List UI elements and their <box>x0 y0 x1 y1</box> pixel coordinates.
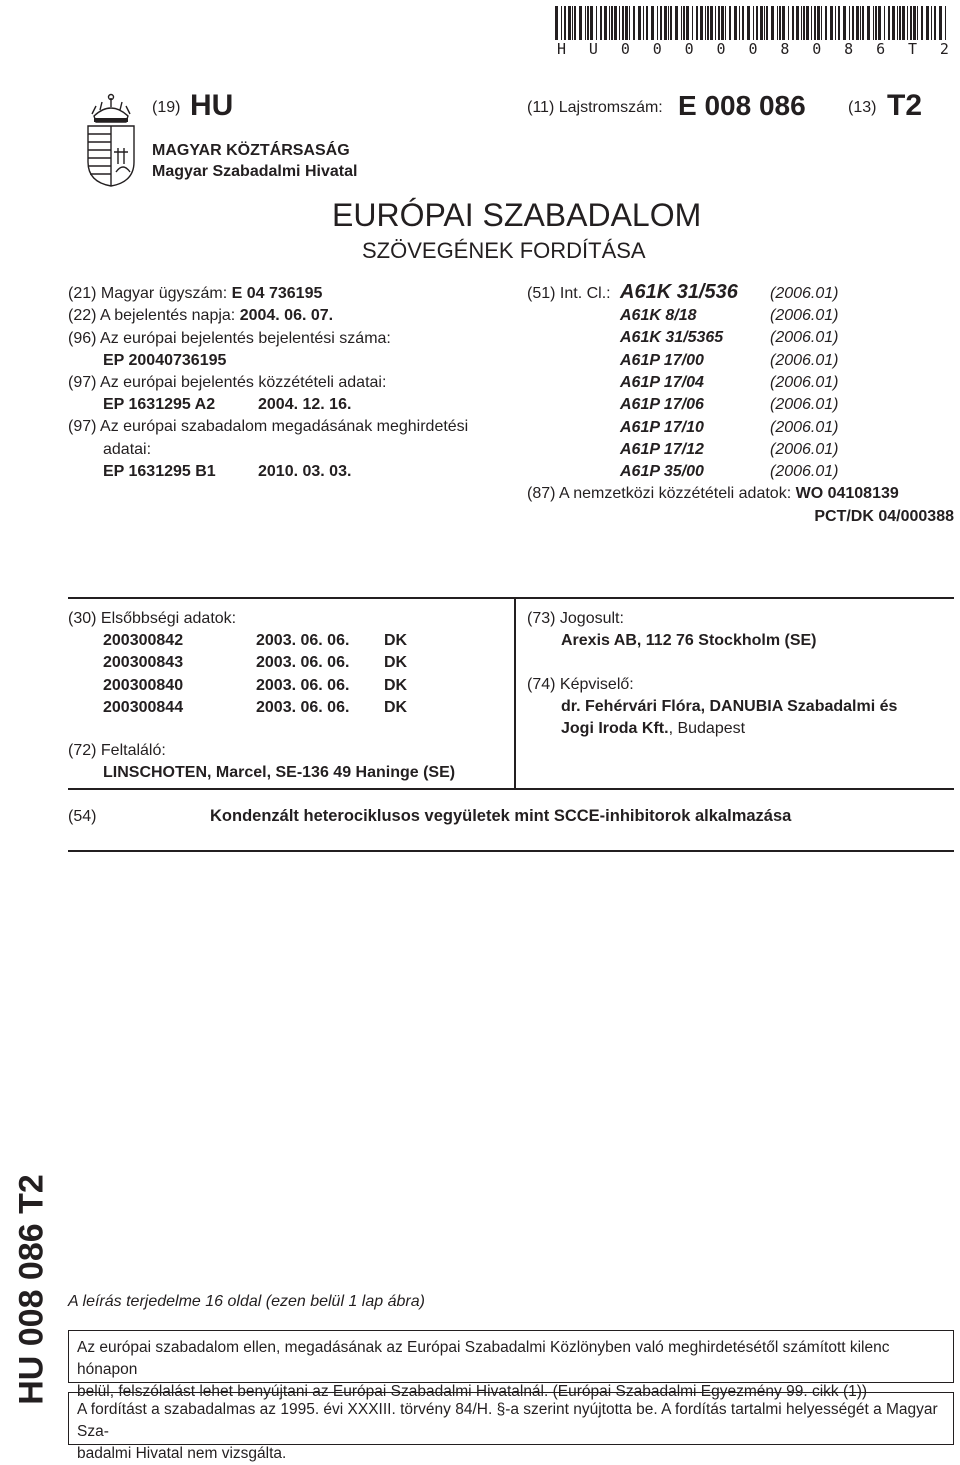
classification-row <box>620 419 839 437</box>
barcode-bar <box>725 6 726 40</box>
priority-number: 200300840 <box>103 676 184 694</box>
barcode-bar <box>705 6 706 40</box>
barcode-bar <box>625 6 628 40</box>
barcode-bar <box>609 6 610 40</box>
barcode-bar <box>742 6 744 40</box>
priority-label: (30) Elsőbbségi adatok: <box>68 610 237 627</box>
classification-first-version: (2006.01) <box>770 285 839 302</box>
translation-notice <box>68 1392 954 1462</box>
classification-code: A61P 17/12 <box>620 440 704 458</box>
barcode-bar <box>657 6 658 40</box>
classification-version: (2006.01) <box>770 307 839 324</box>
classification-first-code: A61K 31/536 <box>620 281 738 303</box>
classification-label: (51) Int. Cl.: <box>527 285 611 302</box>
opposition-notice-line1: Az európai szabadalom ellen, megadásának az Európai Szabadalmi Közlönyben való meghirdetésétől számított kilenc hónapon <box>77 1339 890 1378</box>
barcode-bar <box>590 6 593 40</box>
barcode-bar <box>825 6 827 40</box>
grant-number-b1: EP 1631295 B1 <box>103 463 216 480</box>
barcode-bar <box>739 6 740 40</box>
barcode-bar <box>875 6 877 40</box>
barcode-char: U <box>588 40 598 58</box>
barcode-bar <box>643 6 644 40</box>
barcode-bar <box>734 6 737 40</box>
barcode-bar <box>821 6 822 40</box>
invention-title-code: (54) <box>68 808 97 825</box>
barcode-text <box>557 40 949 58</box>
barcode-bar <box>587 6 589 40</box>
barcode-bar <box>873 6 874 40</box>
classification-row <box>620 374 839 392</box>
divider-bottom <box>68 788 954 790</box>
barcode-bar <box>696 6 698 40</box>
classification-code: A61P 35/00 <box>620 463 704 481</box>
barcode-bar <box>852 6 854 40</box>
barcode-char: 0 <box>684 40 694 58</box>
classification-code: A61P 17/00 <box>620 351 704 369</box>
opposition-notice-line2: belül, felszólalást lehet benyújtani az Európai Szabadalmi Hivatalnál. (Európai Szabadalmi Egyezmény 99. cikk (1)) <box>77 1383 868 1400</box>
barcode-bar <box>579 6 582 40</box>
country-code: HU <box>190 89 234 122</box>
barcode-bar <box>771 6 774 40</box>
barcode-bar <box>668 6 669 40</box>
office-name: Magyar Szabadalmi Hivatal <box>152 163 358 180</box>
barcode-bar <box>747 6 750 40</box>
classification-row <box>620 352 839 370</box>
priority-country: DK <box>384 632 408 649</box>
classification-row <box>620 307 839 325</box>
barcode-char: 0 <box>620 40 630 58</box>
barcode-bar <box>596 6 597 40</box>
barcode-bar <box>892 6 895 40</box>
barcode-bar <box>707 6 709 40</box>
barcode-bar <box>806 6 809 40</box>
barcode-bar <box>664 6 667 40</box>
classification-row <box>620 463 839 481</box>
barcode-bar <box>945 6 946 40</box>
classification-code: A61K 8/18 <box>620 307 697 324</box>
side-document-number: HU 008 086 T2 <box>12 1174 51 1405</box>
priority-number: 200300842 <box>103 632 184 649</box>
description-extent: A leírás terjedelme 16 oldal (ezen belül 1 lap ábra) <box>68 1293 425 1310</box>
barcode-bar <box>660 6 662 40</box>
barcode-bar <box>862 6 864 40</box>
barcode-bar <box>796 6 799 40</box>
divider-top <box>68 597 954 599</box>
opposition-notice <box>68 1330 954 1400</box>
barcode-char: 0 <box>748 40 758 58</box>
barcode-bar <box>760 6 763 40</box>
barcode-bar <box>764 6 765 40</box>
barcode-bar <box>849 6 850 40</box>
barcode-bar <box>867 6 870 40</box>
field-97b-label: (97) Az európai szabadalom megadásának meghirdetési <box>68 418 469 435</box>
barcode-bar <box>835 6 836 40</box>
publication-date-a2: 2004. 12. 16. <box>258 396 352 413</box>
classification-row <box>620 329 839 347</box>
barcode-bar <box>683 6 685 40</box>
barcode-bar <box>756 6 758 40</box>
barcode-bar <box>860 6 861 40</box>
inventor-value: LINSCHOTEN, Marcel, SE-136 49 Haninge (SE) <box>103 764 456 781</box>
barcode-bar <box>718 6 720 40</box>
barcode-bar <box>686 6 689 40</box>
grant-date-b1: 2010. 03. 03. <box>258 463 352 480</box>
barcode-bar <box>604 6 607 40</box>
barcode-bar <box>629 6 630 40</box>
classification-version: (2006.01) <box>770 351 839 369</box>
barcode-bar <box>856 6 859 40</box>
inventor-label: (72) Feltaláló: <box>68 742 166 759</box>
barcode-bar <box>878 6 881 40</box>
classification-code: A61K 31/5365 <box>620 329 724 347</box>
barcode-bar <box>572 6 573 40</box>
proprietor-label: (73) Jogosult: <box>527 610 624 627</box>
barcode-bar <box>670 6 672 40</box>
european-application-number: EP 20040736195 <box>103 352 227 369</box>
classification-version: (2006.01) <box>770 463 839 481</box>
hungarian-coat-of-arms-icon <box>80 92 142 188</box>
field-96-label: (96) Az európai bejelentés bejelentési száma: <box>68 330 391 347</box>
barcode-bar <box>838 6 840 40</box>
priority-country: DK <box>384 676 408 694</box>
pct-number: PCT/DK 04/000388 <box>814 508 954 525</box>
priority-date: 2003. 06. 06. <box>256 632 350 649</box>
classification-version: (2006.01) <box>770 329 839 347</box>
document-subtitle: SZÖVEGÉNEK FORDÍTÁSA <box>362 238 646 263</box>
barcode-char: H <box>557 40 567 58</box>
classification-version: (2006.01) <box>770 418 839 436</box>
barcode-char: 0 <box>716 40 726 58</box>
field-22: (22) A bejelentés napja: 2004. 06. 07. <box>68 307 334 324</box>
republic-name: MAGYAR KÖZTÁRSASÁG <box>152 142 350 159</box>
barcode-bar <box>926 6 929 40</box>
barcode-bar <box>614 6 617 40</box>
barcode-bar <box>931 6 932 40</box>
barcode-bar <box>692 6 693 40</box>
invention-title: Kondenzált heterociklusos vegyületek mint SCCE-inhibitorok alkalmazása <box>210 807 792 825</box>
translation-notice-line1: A fordítást a szabadalmas az 1995. évi XXXIII. törvény 84/H. §-a szerint nyújtotta be. A fordítás tartalmi helyességét a Magyar Sza- <box>77 1401 938 1440</box>
barcode-bar <box>646 6 648 40</box>
document-title: EURÓPAI SZABADALOM <box>332 197 702 233</box>
barcode-bar <box>888 6 890 40</box>
barcode-bar <box>830 6 833 40</box>
priority-row <box>103 699 407 717</box>
barcode-bar <box>568 6 571 40</box>
barcode-bar <box>939 6 942 40</box>
representative-value-cont: Jogi Iroda Kft., Budapest <box>561 720 746 737</box>
barcode-bar <box>921 6 923 40</box>
barcode-bar <box>884 6 885 40</box>
barcode-bar <box>611 6 613 40</box>
classification-code: A61P 17/06 <box>620 396 704 414</box>
barcode-char: 8 <box>844 40 854 58</box>
barcode-bar <box>779 6 781 40</box>
divider-title <box>68 850 954 852</box>
barcode-bar <box>907 6 908 40</box>
divider-vertical <box>514 597 516 788</box>
barcode-bar <box>801 6 802 40</box>
registration-label: (11) Lajstromszám: <box>527 99 663 116</box>
field-19-code: (19) <box>152 99 181 116</box>
barcode-bar <box>564 6 566 40</box>
publication-number-a2: EP 1631295 A2 <box>103 396 216 413</box>
barcode-bar <box>729 6 731 40</box>
barcode-bar <box>788 6 789 40</box>
barcode-bar <box>766 6 768 40</box>
barcode-bar <box>843 6 846 40</box>
barcode-bar <box>710 6 713 40</box>
barcode-bar <box>811 6 812 40</box>
barcode-char: 2 <box>939 40 949 58</box>
priority-date: 2003. 06. 06. <box>256 654 350 672</box>
barcode-bar <box>651 6 654 40</box>
classification-row <box>620 396 839 414</box>
barcode-bar <box>917 6 918 40</box>
barcode-bar <box>700 6 703 40</box>
barcode-bar <box>622 6 624 40</box>
representative-label: (74) Képviselő: <box>527 676 634 693</box>
field-21: (21) Magyar ügyszám: E 04 736195 <box>68 285 323 302</box>
barcode-bar <box>585 6 586 40</box>
barcode-bar <box>675 6 678 40</box>
barcode-bar <box>902 6 905 40</box>
barcode-bar <box>910 6 912 40</box>
field-97a-label: (97) Az európai bejelentés közzétételi adatai: <box>68 374 387 391</box>
barcode-image <box>555 6 950 40</box>
classification-row <box>620 441 839 459</box>
field-97b-label-cont: adatai: <box>103 441 152 458</box>
registration-number: E 008 086 <box>678 90 806 121</box>
classification-version: (2006.01) <box>770 396 839 414</box>
barcode-bar <box>561 6 562 40</box>
barcode-bar <box>934 6 936 40</box>
classification-version: (2006.01) <box>770 373 839 391</box>
translation-notice-line2: badalmi Hivatal nem vizsgálta. <box>77 1445 287 1462</box>
priority-date: 2003. 06. 06. <box>256 698 350 716</box>
barcode-bar <box>600 6 602 40</box>
barcode-bar <box>633 6 635 40</box>
representative-value: dr. Fehérvári Flóra, DANUBIA Szabadalmi és <box>561 698 898 715</box>
filing-date: 2004. 06. 07. <box>239 307 334 324</box>
barcode-bar <box>899 6 901 40</box>
priority-country: DK <box>384 698 408 716</box>
barcode-bar <box>721 6 724 40</box>
barcode-bar <box>638 6 641 40</box>
classification-code: A61P 17/04 <box>620 373 704 391</box>
barcode-bar <box>913 6 916 40</box>
barcode-char: 0 <box>652 40 662 58</box>
priority-number: 200300843 <box>103 654 184 672</box>
barcode-char: 8 <box>780 40 790 58</box>
field-13-code: (13) <box>848 99 877 116</box>
barcode-char: 6 <box>876 40 886 58</box>
wo-number: WO 04108139 <box>795 485 899 502</box>
classification-code: A61P 17/10 <box>620 418 704 436</box>
case-number: E 04 736195 <box>231 285 323 302</box>
barcode-bar <box>777 6 778 40</box>
barcode-bar <box>782 6 785 40</box>
priority-date: 2003. 06. 06. <box>256 676 350 694</box>
barcode-bar <box>619 6 620 40</box>
classification-version: (2006.01) <box>770 440 839 458</box>
barcode-char: T <box>907 40 917 58</box>
barcode-bar <box>574 6 576 40</box>
barcode-bar <box>555 6 558 40</box>
barcode-bar <box>817 6 820 40</box>
field-87: (87) A nemzetközi közzétételi adatok: WO 04108139 <box>527 485 899 502</box>
barcode-bar <box>753 6 754 40</box>
proprietor-value: Arexis AB, 112 76 Stockholm (SE) <box>561 632 817 649</box>
barcode-bar <box>803 6 805 40</box>
barcode-bar <box>792 6 794 40</box>
barcode-bar <box>715 6 716 40</box>
barcode-bar <box>681 6 682 40</box>
barcode-char: 0 <box>812 40 822 58</box>
priority-number: 200300844 <box>103 698 184 716</box>
priority-row <box>103 632 407 650</box>
barcode-bar <box>814 6 816 40</box>
barcode-bar <box>897 6 898 40</box>
priority-row <box>103 654 407 672</box>
priority-country: DK <box>384 654 408 672</box>
document-kind: T2 <box>887 89 923 122</box>
priority-row <box>103 677 407 695</box>
